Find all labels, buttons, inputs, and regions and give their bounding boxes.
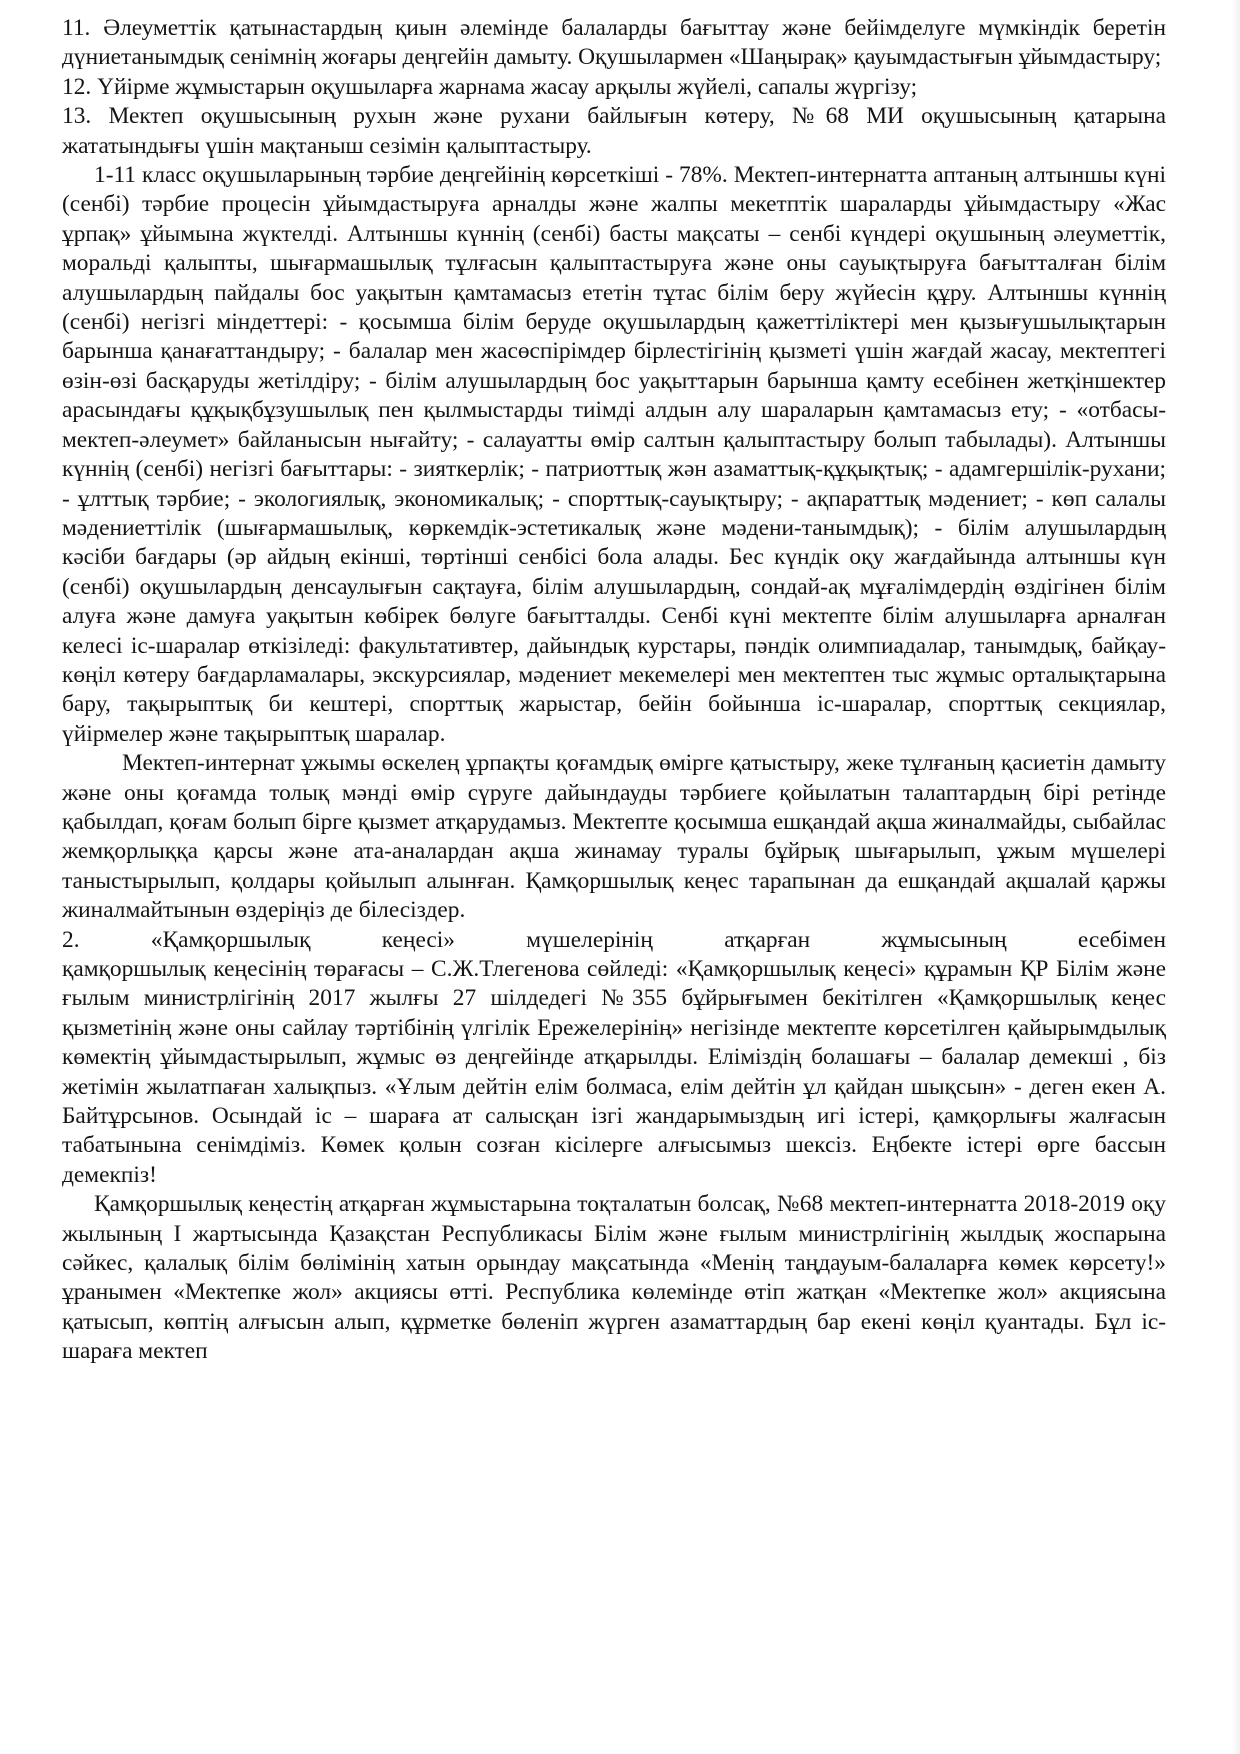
item-2-word: жұмысының <box>881 926 1007 953</box>
item-2-word: «Қамқоршылық <box>150 926 311 953</box>
item-13: 13. Мектеп оқушысының рухын және рухани байлығын көтеру, №68 МИ оқушысының қатарына жататындығы үшін мақтаныш сезімін қалыптастыру. <box>62 103 1166 159</box>
item-2-word: кеңесі» <box>381 926 455 953</box>
item-2-heading-line <box>62 926 1166 955</box>
closing-paragraph: Қамқоршылық кеңестің атқарған жұмыстарына тоқталатын болсақ, №68 мектеп-интернатта 2018-2019 оқу жылының І жартысында Қазақстан Республикасы Білім және ғылым министрлігінің жылдық жоспарына сәйкес, қалалық білім бөлімінің хатын орындау мақсатында «Менің таңдауым-балаларға көмек көрсету!» ұранымен «Мектепке жол» акциясы өтті. Республика көлемінде өтіп жатқан «Мектепке жол» акциясына қатысып, көптің алғысын алып, құрметке бөленіп жүрген азаматтардың бар екені көңіл қуантады. Бұл іс-шараға мектеп <box>62 1191 1166 1365</box>
item-2-body: қамқоршылық кеңесінің төрағасы – С.Ж.Тлегенова сөйледі: «Қамқоршылық кеңесі» құрамын ҚР Білім және ғылым министрлігінің 2017 жылғы 27 шілдедегі №355 бұйрығымен бекітілген «Қамқоршылық кеңес қызметінің және оны сайлау тәртібінің үлгілік Ережелерінің» негізінде мектепте көрсетілген қайырымдылық көмектің ұйымдастырылып, жұмыс өз деңгейінде атқарылды. Еліміздің болашағы – балалар демекші , біз жетімін жылатпаған халықпыз. «Ұлым дейтін елім болмаса, елім дейтін ұл қайдан шықсын» - деген екен А. Байтұрсынов. Осындай іс – шараға ат салысқан ізгі жандарымыздың игі істері, қамқорлығы жалғасын табатынына сенімдіміз. Көмек қолын созған кісілерге алғысымыз шексіз. Еңбекте істері өрге бассын демекпіз! <box>62 956 1166 1188</box>
saturday-education-paragraph: 1-11 класс оқушыларының тәрбие деңгейінің көрсеткіші - 78%. Мектеп-интернатта аптаның алтыншы күні (сенбі) тәрбие процесін ұйымдастыруға арналды және жалпы мекетптік шараларды ұйымдастыру «Жас ұрпақ» ұйымына жүктелді. Алтыншы күннің (сенбі) басты мақсаты – сенбі күндері оқушының әлеуметтік, моральді қалыпты, шығармашылық тұлғасын қалыптастыруға және оны сауықтыруға бағытталған білім алушылардың пайдалы бос уақытын қамтамасыз ететін тұтас білім беру жүйесін құру. Алтыншы күннің (сенбі) негізгі міндеттері: - қосымша білім беруде оқушылардың қажеттіліктері мен қызығушылықтарын барынша қанағаттандыру; - балалар мен жасөспірімдер бірлестігінің қызметі үшін жағдай жасау, мектептегі өзін-өзі басқаруды жетілдіру; - білім алушылардың бос уақыттарын барынша қамту есебінен жетқіншектер арасындағы құқықбұзушылық пен қылмыстарды тиімді алдын алу шараларын қамтамасыз ету; - «отбасы-мектеп-әлеумет» байланысын нығайту; - салауатты өмір салтын қалыптастыру болып табылады). Алтыншы күннің (сенбі) негізгі бағыттары: - зияткерлік; - патриоттық жән азаматтық-құқықтық; - адамгершілік-рухани; - ұлттық тәрбие; - экологиялық, экономикалық; - спорттық-сауықтыру; - ақпараттық мәдениет; - көп салалы мәдениеттілік (шығармашылық, көркемдік-эстетикалық және мәдени-танымдық); - білім алушылардың кәсіби бағдары (әр айдың екінші, төртінші сенбісі бола алады. Бес күндік оқу жағдайында алтыншы күн (сенбі) оқушылардың денсаулығын сақтауға, білім алушылардың, сондай-ақ мұғалімдердің өздігінен білім алуға және дамуға уақытын көбірек бөлуге бағытталды. Сенбі күні мектепте білім алушыларға арналған келесі іс-шаралар өткізіледі: факультативтер, дайындық курстары, пәндік олимпиадалар, танымдық, байқау-көңіл көтеру бағдарламалары, экскурсиялар, мәдениет мекемелері мен мектептен тыс жұмыс орталықтарына бару, тақырыптық би кештері, спорттық жарыстар, бейін бойынша іс-шаралар, спорттық секциялар, үйірмелер және тақырыптық шаралар. <box>62 162 1166 747</box>
school-collective-paragraph: Мектеп-интернат ұжымы өскелең ұрпақты қоғамдық өмірге қатыстыру, жеке тұлғаның қасиетін дамыту және оны қоғамда толық мәнді өмір сүруге дайындауды тәрбиеге қойылатын талаптардың бірі ретінде қабылдап, қоғам болып бірге қызмет атқарудамыз. Мектепте қосымша ешқандай ақша жиналмайды, сыбайлас жемқорлыққа қарсы және ата-аналардан ақша жинамау туралы бұйрық шығарылып, ұжым мүшелері таныстырылып, қолдары қойылып алынған. Қамқоршылық кеңес тарапынан да ешқандай ақшалай қаржы жиналмайтынын өздеріңіз де білесіздер. <box>62 750 1166 924</box>
item-2-word: атқарған <box>724 926 811 953</box>
item-2-word: мүшелерінің <box>526 926 653 953</box>
item-11: 11. Әлеуметтік қатынастардың қиын әлемінде балаларды бағыттау және бейімделуге мүмкіндік беретін дүниетанымдық сенімнің жоғары деңгейін дамыту. Оқушылармен «Шаңырақ» қауымдастығын ұйымдастыру; <box>62 15 1166 71</box>
scan-edge-shadow <box>1232 0 1240 1754</box>
item-2-number: 2. <box>62 926 80 953</box>
item-2-word: есебімен <box>1077 926 1166 953</box>
item-12: 12. Үйірме жұмыстарын оқушыларға жарнама жасау арқылы жүйелі, сапалы жүргізу; <box>62 73 918 100</box>
document-page <box>62 14 1166 1367</box>
